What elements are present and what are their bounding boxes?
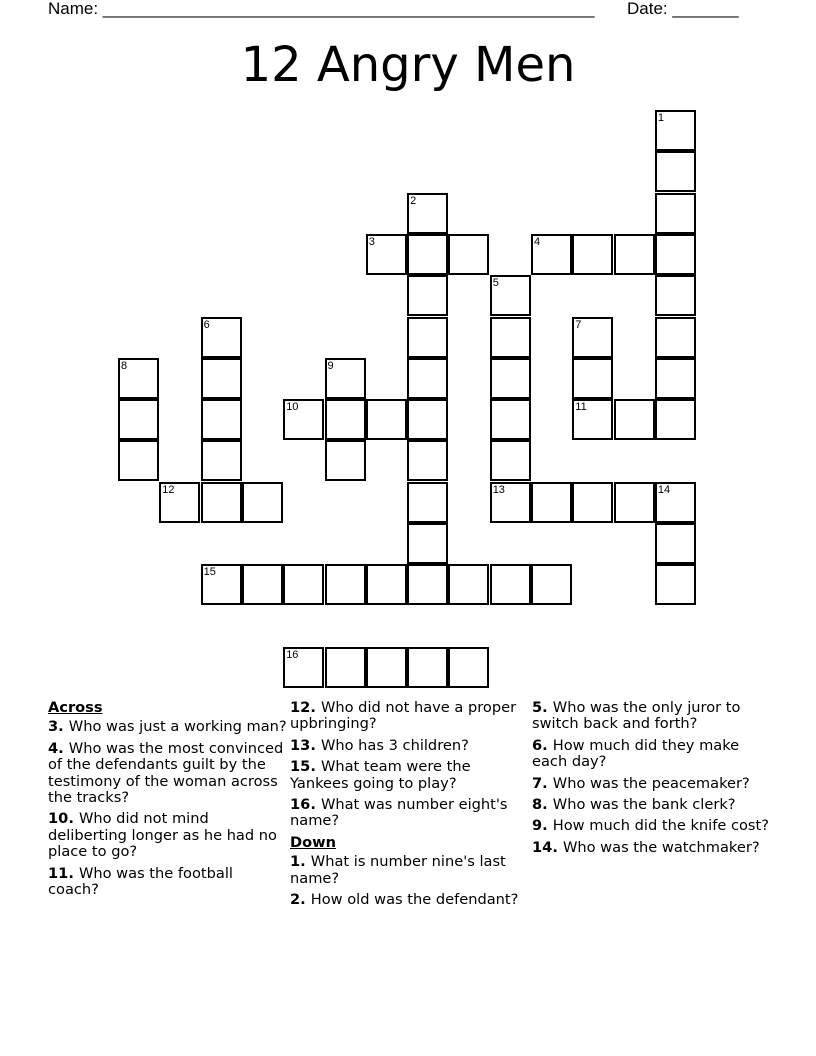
grid-cell[interactable]: [407, 275, 448, 316]
clue-section-heading: Across: [48, 699, 103, 716]
clue-number-dot: .: [542, 774, 553, 792]
grid-cell[interactable]: [572, 358, 613, 399]
grid-cell[interactable]: [490, 275, 531, 316]
clue-number-dot: .: [542, 817, 553, 835]
clue-number-dot: .: [310, 736, 321, 754]
grid-cell[interactable]: [242, 482, 283, 523]
clue-number: 10: [48, 810, 69, 828]
grid-cell[interactable]: [490, 399, 531, 440]
grid-cell[interactable]: [531, 482, 572, 523]
grid-cell[interactable]: [325, 399, 366, 440]
grid-cell[interactable]: [407, 317, 448, 358]
grid-cell[interactable]: [201, 358, 242, 399]
clue-number-dot: .: [68, 810, 79, 828]
clues-column-3: [532, 700, 772, 861]
grid-cell[interactable]: [283, 399, 324, 440]
grid-cell[interactable]: [325, 647, 366, 688]
grid-cell[interactable]: [614, 399, 655, 440]
grid-cell[interactable]: [366, 399, 407, 440]
clue-number: 5: [532, 699, 543, 716]
clue-number: 12: [162, 483, 175, 496]
grid-cell[interactable]: [407, 647, 448, 688]
clue-number: 13: [290, 736, 311, 754]
grid-cell[interactable]: [407, 358, 448, 399]
grid-cell[interactable]: [407, 193, 448, 234]
clue-text: Who did not have a proper upbringing?: [290, 699, 517, 733]
across-clue: [290, 797, 530, 830]
clue-number: 11: [575, 401, 587, 414]
grid-cell[interactable]: [407, 399, 448, 440]
puzzle-title: 12 Angry Men: [240, 37, 576, 93]
grid-cell[interactable]: [655, 482, 696, 523]
clue-number-dot: .: [68, 864, 79, 882]
grid-cell[interactable]: [614, 482, 655, 523]
across-clue: [48, 866, 288, 899]
grid-cell[interactable]: [407, 234, 448, 275]
clue-text: Who was just a working man?: [68, 718, 287, 736]
clue-number: 6: [532, 736, 543, 754]
grid-cell[interactable]: [448, 234, 489, 275]
grid-cell[interactable]: [614, 234, 655, 275]
grid-cell[interactable]: [490, 482, 531, 523]
clue-number: 13: [492, 483, 505, 496]
down-clue: [532, 840, 772, 856]
down-clue: [290, 892, 530, 908]
clue-number: 12: [290, 699, 311, 716]
clue-text: Who has 3 children?: [320, 736, 469, 754]
grid-cell[interactable]: [490, 358, 531, 399]
clue-number: 9: [327, 359, 334, 372]
clue-text: How much did the knife cost?: [552, 817, 769, 835]
clue-number: 15: [290, 758, 311, 776]
grid-cell[interactable]: [366, 234, 407, 275]
down-clue: [532, 776, 772, 792]
clue-number: 4: [48, 739, 59, 757]
clue-number: 8: [532, 796, 543, 814]
grid-cell[interactable]: [407, 440, 448, 481]
grid-cell[interactable]: [325, 564, 366, 605]
grid-cell[interactable]: [283, 564, 324, 605]
clue-number: 3: [48, 718, 59, 736]
clue-number-dot: .: [542, 736, 553, 754]
clue-number-dot: .: [310, 796, 321, 814]
name-field[interactable]: Name: ____________________________________________________: [48, 0, 595, 18]
clue-number: 3: [368, 235, 375, 248]
clue-number: 5: [492, 277, 499, 290]
grid-cell[interactable]: [118, 440, 159, 481]
grid-cell[interactable]: [201, 564, 242, 605]
clue-number: 8: [121, 359, 128, 372]
across-clue: [290, 738, 530, 754]
down-clue: [290, 854, 530, 887]
clue-number: 16: [286, 648, 299, 661]
grid-cell[interactable]: [572, 317, 613, 358]
clue-number: 2: [410, 194, 417, 207]
grid-cell[interactable]: [366, 647, 407, 688]
clue-text: Who was the bank clerk?: [552, 796, 736, 814]
clues-column-1: [48, 700, 288, 903]
grid-cell[interactable]: [572, 234, 613, 275]
clue-text: Who was the only juror to switch back and forth?: [532, 699, 741, 733]
grid-cell[interactable]: [490, 317, 531, 358]
grid-cell[interactable]: [448, 564, 489, 605]
grid-cell[interactable]: [531, 564, 572, 605]
across-clue: [290, 759, 530, 792]
clue-number-dot: .: [310, 758, 321, 776]
grid-cell[interactable]: [655, 151, 696, 192]
grid-cell[interactable]: [655, 193, 696, 234]
clue-number: 14: [532, 838, 553, 856]
date-field[interactable]: Date: _______: [627, 0, 739, 18]
grid-cell[interactable]: [366, 564, 407, 605]
grid-cell[interactable]: [242, 564, 283, 605]
clue-number: 9: [532, 817, 543, 835]
grid-cell[interactable]: [325, 440, 366, 481]
grid-cell[interactable]: [448, 647, 489, 688]
clue-number-dot: .: [300, 853, 311, 871]
grid-cell[interactable]: [407, 564, 448, 605]
clue-text: How old was the defendant?: [310, 891, 519, 909]
clue-number: 15: [203, 566, 216, 579]
grid-cell[interactable]: [655, 317, 696, 358]
grid-cell[interactable]: [655, 358, 696, 399]
grid-cell[interactable]: [572, 399, 613, 440]
clue-number: 10: [286, 401, 299, 414]
down-clue: [532, 797, 772, 813]
grid-cell[interactable]: [490, 440, 531, 481]
grid-cell[interactable]: [655, 564, 696, 605]
clue-number-dot: .: [58, 739, 69, 757]
grid-cell[interactable]: [655, 110, 696, 151]
clue-text: Who did not mind deliberting longer as he had no place to go?: [48, 810, 277, 861]
clue-number: 1: [290, 853, 301, 871]
grid-cell[interactable]: [655, 399, 696, 440]
grid-cell[interactable]: [201, 399, 242, 440]
across-clue: [48, 811, 288, 860]
clue-text: What is number nine's last name?: [290, 853, 506, 887]
grid-cell[interactable]: [201, 317, 242, 358]
clue-text: What team were the Yankees going to play?: [290, 758, 471, 792]
clues-column-2: [290, 700, 530, 913]
grid-cell[interactable]: [490, 564, 531, 605]
across-clue: [48, 741, 288, 807]
grid-cell[interactable]: [118, 358, 159, 399]
clue-text: Who was the football coach?: [48, 864, 233, 899]
down-clue: [532, 818, 772, 834]
grid-cell[interactable]: [655, 523, 696, 564]
clue-number-dot: .: [300, 891, 311, 909]
grid-cell[interactable]: [118, 399, 159, 440]
clue-number: 7: [575, 318, 582, 331]
grid-cell[interactable]: [201, 482, 242, 523]
clue-text: Who was the peacemaker?: [552, 774, 750, 792]
grid-cell[interactable]: [531, 234, 572, 275]
clue-text: How much did they make each day?: [532, 736, 740, 771]
clue-text: What was number eight's name?: [290, 796, 508, 830]
clue-number: 14: [657, 483, 671, 496]
grid-cell[interactable]: [283, 647, 324, 688]
grid-cell[interactable]: [572, 482, 613, 523]
grid-cell[interactable]: [325, 358, 366, 399]
grid-cell[interactable]: [201, 440, 242, 481]
clue-number-dot: .: [542, 699, 553, 716]
clue-number-dot: .: [58, 718, 69, 736]
clue-number-dot: .: [552, 838, 563, 856]
grid-cell[interactable]: [655, 275, 696, 316]
clue-number: 6: [203, 318, 210, 331]
clue-section-heading: Down: [290, 833, 337, 851]
clue-number: 4: [534, 235, 541, 248]
across-clue: [290, 700, 530, 733]
grid-cell[interactable]: [159, 482, 200, 523]
clue-text: Who was the watchmaker?: [562, 838, 760, 856]
across-clue: [48, 719, 288, 735]
clue-number-dot: .: [310, 699, 321, 716]
clue-number-dot: .: [542, 796, 553, 814]
clue-number: 2: [290, 891, 301, 909]
grid-cell[interactable]: [407, 482, 448, 523]
clue-text: Who was the most convinced of the defendants guilt by the testimony of the woman across the tracks?: [48, 739, 284, 807]
down-clue: [532, 700, 772, 733]
grid-cell[interactable]: [407, 523, 448, 564]
clue-number: 16: [290, 796, 311, 814]
down-clue: [532, 738, 772, 771]
grid-cell[interactable]: [655, 234, 696, 275]
clue-number: 1: [657, 112, 665, 124]
clue-number: 7: [532, 774, 543, 792]
clue-number: 11: [48, 864, 69, 882]
